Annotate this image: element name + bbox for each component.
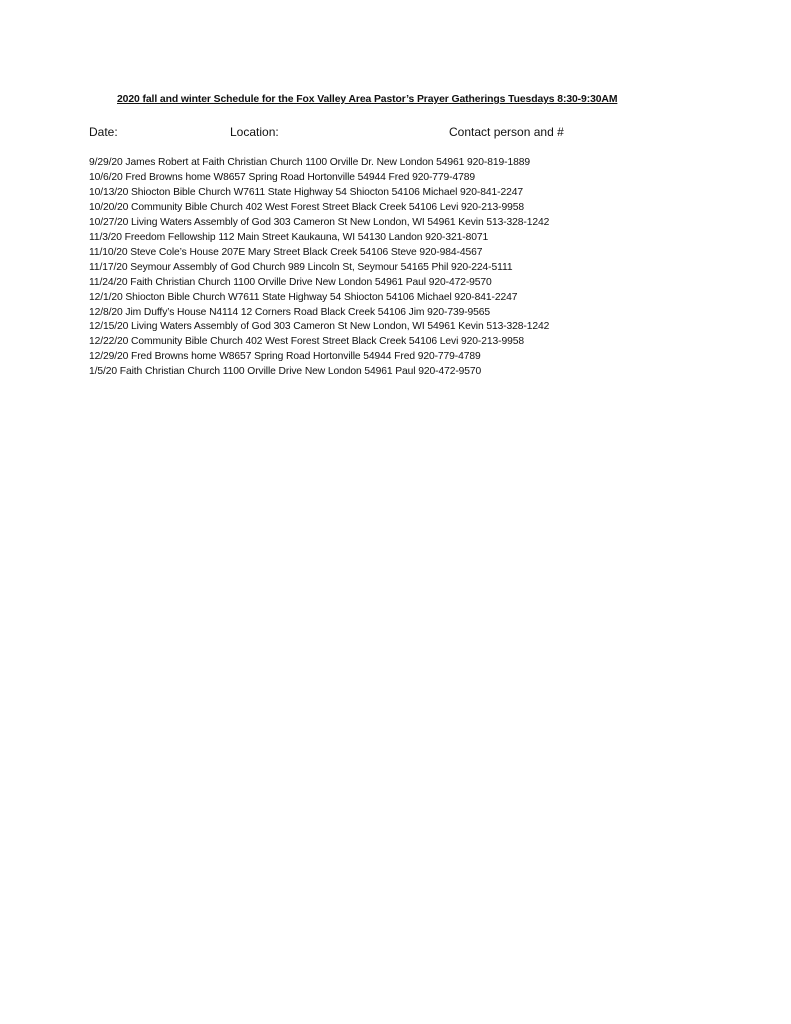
schedule-entry: 10/6/20 Fred Browns home W8657 Spring Road Hortonville 54944 Fred 920-779-4789 (89, 171, 476, 183)
schedule-entry: 12/29/20 Fred Browns home W8657 Spring Road Hortonville 54944 Fred 920-779-4789 (89, 351, 481, 363)
schedule-entry: 12/8/20 Jim Duffy’s House N4114 12 Corners Road Black Creek 54106 Jim 920-739-9565 (89, 306, 491, 318)
schedule-entry: 10/20/20 Community Bible Church 402 West Forest Street Black Creek 54106 Levi 920-213-9958 (89, 201, 524, 213)
schedule-entry: 9/29/20 James Robert at Faith Christian Church 1100 Orville Dr. New London 54961 920-819-1889 (89, 157, 530, 168)
header-contact: Contact person and # (449, 125, 564, 139)
schedule-entry: 11/24/20 Faith Christian Church 1100 Orville Drive New London 54961 Paul 920-472-9570 (89, 276, 492, 288)
schedule-entry: 11/3/20 Freedom Fellowship 112 Main Street Kaukauna, WI 54130 Landon 920-321-8071 (89, 231, 489, 243)
schedule-entry: 12/1/20 Shiocton Bible Church W7611 State Highway 54 Shiocton 54106 Michael 920-841-2247 (89, 291, 518, 303)
schedule-entry: 1/5/20 Faith Christian Church 1100 Orville Drive New London 54961 Paul 920-472-9570 (89, 366, 482, 378)
schedule-entry: 12/15/20 Living Waters Assembly of God 303 Cameron St New London, WI 54961 Kevin 513-328-1242 (89, 321, 550, 333)
header-date: Date: (89, 125, 118, 139)
schedule-entry: 10/27/20 Living Waters Assembly of God 303 Cameron St New London, WI 54961 Kevin 513-328-1242 (89, 216, 550, 228)
header-location: Location: (230, 125, 279, 139)
schedule-entry: 11/10/20 Steve Cole’s House 207E Mary Street Black Creek 54106 Steve 920-984-4567 (89, 246, 483, 258)
schedule-entry: 12/22/20 Community Bible Church 402 West Forest Street Black Creek 54106 Levi 920-213-9958 (89, 336, 524, 348)
schedule-entry: 11/17/20 Seymour Assembly of God Church 989 Lincoln St, Seymour 54165 Phil 920-224-5111 (89, 261, 513, 273)
schedule-list (89, 156, 549, 380)
schedule-entry: 10/13/20 Shiocton Bible Church W7611 State Highway 54 Shiocton 54106 Michael 920-841-2247 (89, 186, 523, 198)
document-title: 2020 fall and winter Schedule for the Fox Valley Area Pastor’s Prayer Gatherings Tuesdays 8:30-9:30AM (117, 94, 618, 105)
